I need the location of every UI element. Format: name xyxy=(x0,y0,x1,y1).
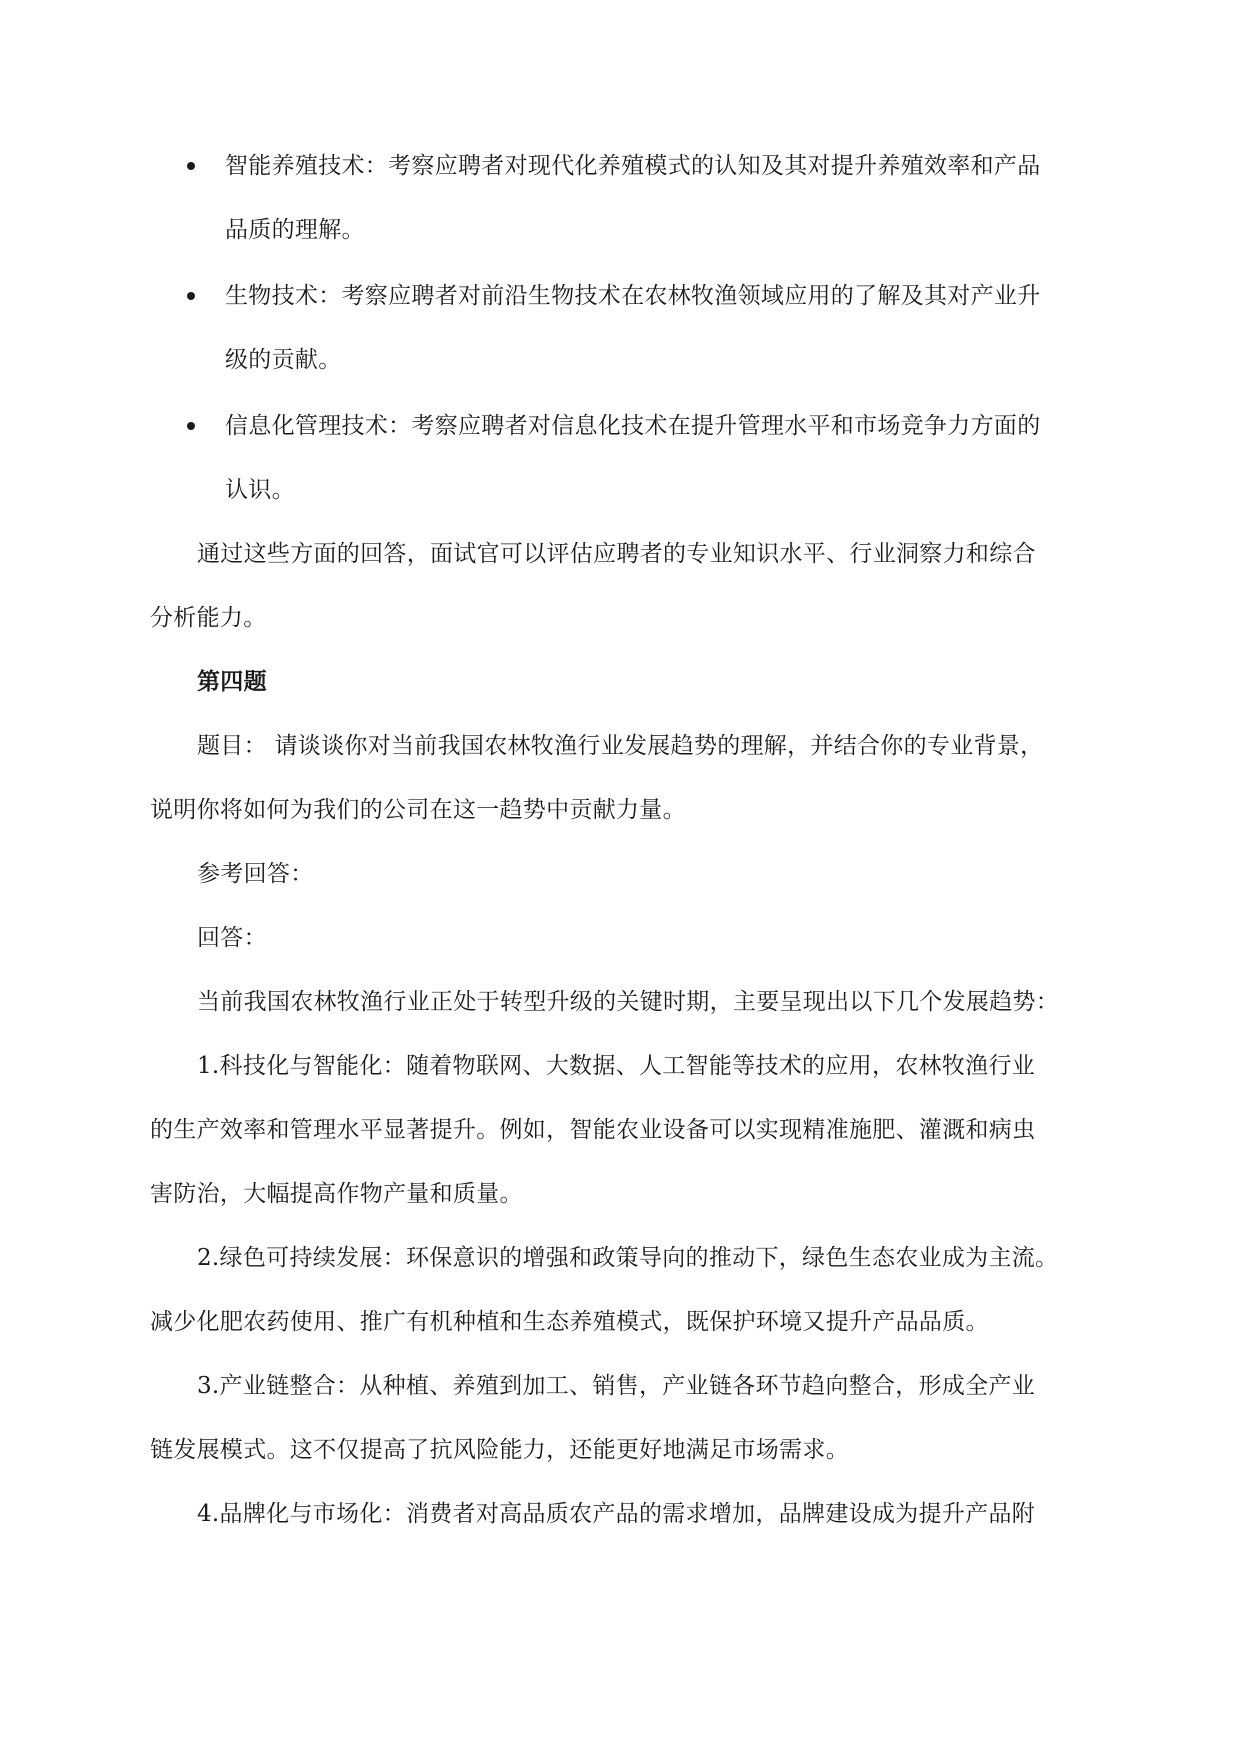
point-1-line-2: 的生产效率和管理水平显著提升。例如，智能农业设备可以实现精准施肥、灌溉和病虫 xyxy=(150,1117,1036,1143)
bullet-item-3-line-2: 认识。 xyxy=(225,477,295,503)
point-1-line-1: 1.科技化与智能化：随着物联网、大数据、人工智能等技术的应用，农林牧渔行业 xyxy=(197,1053,1036,1079)
point-2-line-2: 减少化肥农药使用、推广有机种植和生态养殖模式，既保护环境又提升产品品质。 xyxy=(150,1309,989,1335)
question-line-2: 说明你将如何为我们的公司在这一趋势中贡献力量。 xyxy=(150,797,686,823)
bullet-item-3-line-1: 信息化管理技术：考察应聘者对信息化技术在提升管理水平和市场竞争力方面的 xyxy=(225,413,1041,439)
answer-intro: 当前我国农林牧渔行业正处于转型升级的关键时期，主要呈现出以下几个发展趋势： xyxy=(197,989,1060,1015)
bullet-item-1-line-2: 品质的理解。 xyxy=(225,217,365,243)
reference-answer-label: 参考回答： xyxy=(197,861,314,887)
point-1-line-3: 害防治，大幅提高作物产量和质量。 xyxy=(150,1181,523,1207)
bullet-icon xyxy=(187,422,195,430)
point-2-line-1: 2.绿色可持续发展：环保意识的增强和政策导向的推动下，绿色生态农业成为主流。 xyxy=(197,1245,1059,1271)
bullet-icon xyxy=(187,292,195,300)
section-title: 第四题 xyxy=(197,668,267,695)
bullet-item-1-line-1: 智能养殖技术：考察应聘者对现代化养殖模式的认知及其对提升养殖效率和产品 xyxy=(225,153,1041,179)
point-4-line-1: 4.品牌化与市场化：消费者对高品质农产品的需求增加，品牌建设成为提升产品附 xyxy=(197,1501,1036,1527)
question-line-1: 题目： 请谈谈你对当前我国农林牧渔行业发展趋势的理解，并结合你的专业背景， xyxy=(197,733,1044,759)
point-3-line-2: 链发展模式。这不仅提高了抗风险能力，还能更好地满足市场需求。 xyxy=(150,1437,849,1463)
bullet-icon xyxy=(187,162,195,170)
bullet-item-2-line-1: 生物技术：考察应聘者对前沿生物技术在农林牧渔领域应用的了解及其对产业升 xyxy=(225,283,1041,309)
summary-line-1: 通过这些方面的回答，面试官可以评估应聘者的专业知识水平、行业洞察力和综合 xyxy=(197,541,1036,567)
summary-line-2: 分析能力。 xyxy=(150,605,267,631)
answer-label: 回答： xyxy=(197,925,267,951)
bullet-item-2-line-2: 级的贡献。 xyxy=(225,347,342,373)
point-3-line-1: 3.产业链整合：从种植、养殖到加工、销售，产业链各环节趋向整合，形成全产业 xyxy=(197,1373,1036,1399)
